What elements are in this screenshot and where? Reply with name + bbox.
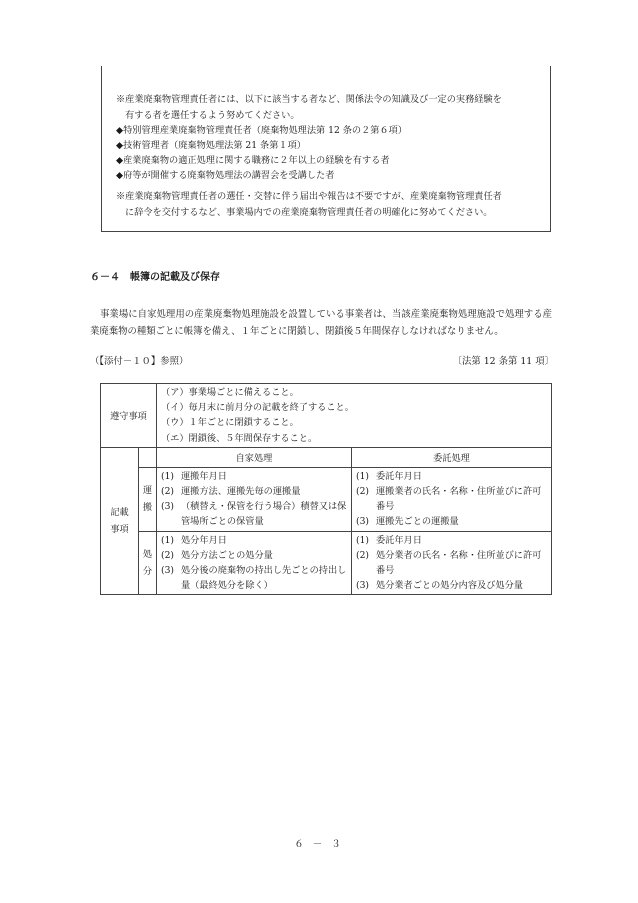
disposal-label-cell — [139, 531, 157, 595]
table-row — [101, 467, 552, 531]
item-text: 運搬業者の氏名・名称・住所並びに許可番号 — [376, 486, 542, 513]
item-text: 処分業者ごとの処分内容及び処分量 — [376, 580, 523, 592]
item-text: 運搬先ごとの運搬量 — [376, 516, 459, 528]
compliance-label: 遵守事項 — [110, 411, 147, 423]
note-bullet: ◆府等が開催する廃棄物処理法の講習会を受講した者 — [116, 170, 335, 181]
item-text: 運搬方法、運搬先毎の運搬量 — [181, 486, 301, 498]
reference-row — [90, 353, 554, 367]
transport-label-cell — [139, 467, 157, 531]
item-number: (2) — [161, 549, 175, 561]
item-text: （積替え・保管を行う場合）積替又は保管場所ごとの保管量 — [181, 501, 347, 528]
compliance-item: （イ）毎月末に前月分の記載を終了すること。 — [161, 402, 354, 414]
attachment-reference: （【添付－１０】参照） — [90, 356, 189, 367]
list-item — [356, 578, 547, 593]
compliance-label-cell — [101, 384, 157, 448]
note-paragraph-1-line-2: 有する者を選任するよう努めてください。 — [125, 109, 300, 121]
section-paragraph — [90, 307, 552, 340]
note-bullet: ◆技術管理者（廃棄物処理法第 21 条第１項） — [116, 140, 306, 151]
list-item — [161, 469, 347, 484]
entry-label-line: 記載 — [110, 507, 129, 519]
item-number: (3) — [161, 565, 175, 577]
disposal-consign-cell — [352, 531, 552, 595]
header-blank-cell — [139, 447, 157, 467]
item-text: 委託年月日 — [376, 534, 422, 546]
item-text: 委託年月日 — [376, 470, 422, 482]
compliance-item: （ウ）１年ごとに閉鎖すること。 — [161, 417, 299, 429]
item-number: (2) — [356, 486, 370, 498]
item-number: (1) — [161, 534, 175, 546]
list-item — [161, 499, 347, 529]
list-item — [161, 533, 347, 548]
item-number: (1) — [356, 470, 370, 482]
item-number: (1) — [356, 534, 370, 546]
item-text: 処分方法ごとの処分量 — [181, 549, 273, 561]
note-paragraph-2 — [116, 189, 544, 220]
list-item — [356, 548, 547, 578]
law-reference: 〔法第 12 条第 11 項〕 — [452, 356, 554, 367]
list-item — [356, 469, 547, 484]
compliance-item: （エ）閉鎖後、５年間保存すること。 — [161, 432, 318, 444]
table-row — [101, 447, 552, 467]
transport-self-cell — [157, 467, 352, 531]
item-number: (1) — [161, 470, 175, 482]
ledger-requirements-table — [100, 383, 552, 595]
item-number: (2) — [161, 486, 175, 498]
column-header-consign: 委託処理 — [352, 447, 552, 467]
disposal-label-line: 分 — [142, 566, 153, 578]
note-paragraph-1 — [116, 92, 544, 123]
note-paragraph-2-line-2: に辞令を交付するなど、事業場内での産業廃棄物管理責任者の明確化に努めてください。 — [125, 206, 493, 218]
transport-label-line: 搬 — [142, 502, 153, 514]
list-item — [161, 484, 347, 499]
disposal-self-cell — [157, 531, 352, 595]
item-number: (3) — [356, 516, 370, 528]
list-item — [161, 563, 347, 593]
item-text: 運搬年月日 — [181, 470, 227, 482]
entry-label-cell — [101, 447, 139, 595]
disposal-label-line: 処 — [142, 549, 153, 561]
note-bullet: ◆産業廃棄物の適正処理に関する職務に２年以上の経験を有する者 — [116, 155, 390, 166]
entry-label-line: 事項 — [110, 524, 129, 536]
list-item — [356, 484, 547, 514]
list-item — [161, 548, 347, 563]
transport-consign-cell — [352, 467, 552, 531]
transport-label-line: 運 — [142, 485, 153, 497]
item-number: (3) — [161, 501, 175, 513]
compliance-items-cell — [157, 384, 552, 448]
column-header-self: 自家処理 — [157, 447, 352, 467]
section-paragraph-text: 事業場に自家処理用の産業廃棄物処理施設を設置している事業者は、当該産業廃棄物処理施設で処理する産業廃棄物の種類ごとに帳簿を備え、１年ごとに閉鎖し、閉鎖後５年間保存しなければなりません。 — [90, 309, 552, 337]
table-row — [101, 531, 552, 595]
note-paragraph-1-line-1: ※産業廃棄物管理責任者には、以下に該当する者など、関係法令の知識及び一定の実務経験を — [116, 94, 502, 105]
note-box — [101, 66, 551, 232]
item-text: 処分後の廃棄物の持出し先ごとの持出し量（最終処分を除く） — [181, 565, 347, 592]
item-number: (3) — [356, 580, 370, 592]
note-bullet: ◆特別管理産業廃棄物管理責任者（廃棄物処理法第 12 条の２第６項） — [116, 125, 408, 136]
compliance-item: （ア）事業場ごとに備えること。 — [161, 387, 299, 398]
list-item — [356, 514, 547, 529]
section-heading: ６－４ 帳簿の記載及び保存 — [90, 272, 220, 283]
note-paragraph-2-line-1: ※産業廃棄物管理責任者の選任・交替に伴う届出や報告は不要ですが、産業廃棄物管理責任者 — [116, 191, 502, 202]
item-text: 処分年月日 — [181, 534, 227, 546]
item-text: 処分業者の氏名・名称・住所並びに許可番号 — [376, 549, 542, 577]
table-row — [101, 384, 552, 448]
page-number: ６ － ３ — [294, 839, 344, 850]
item-number: (2) — [356, 549, 370, 561]
list-item — [356, 533, 547, 548]
